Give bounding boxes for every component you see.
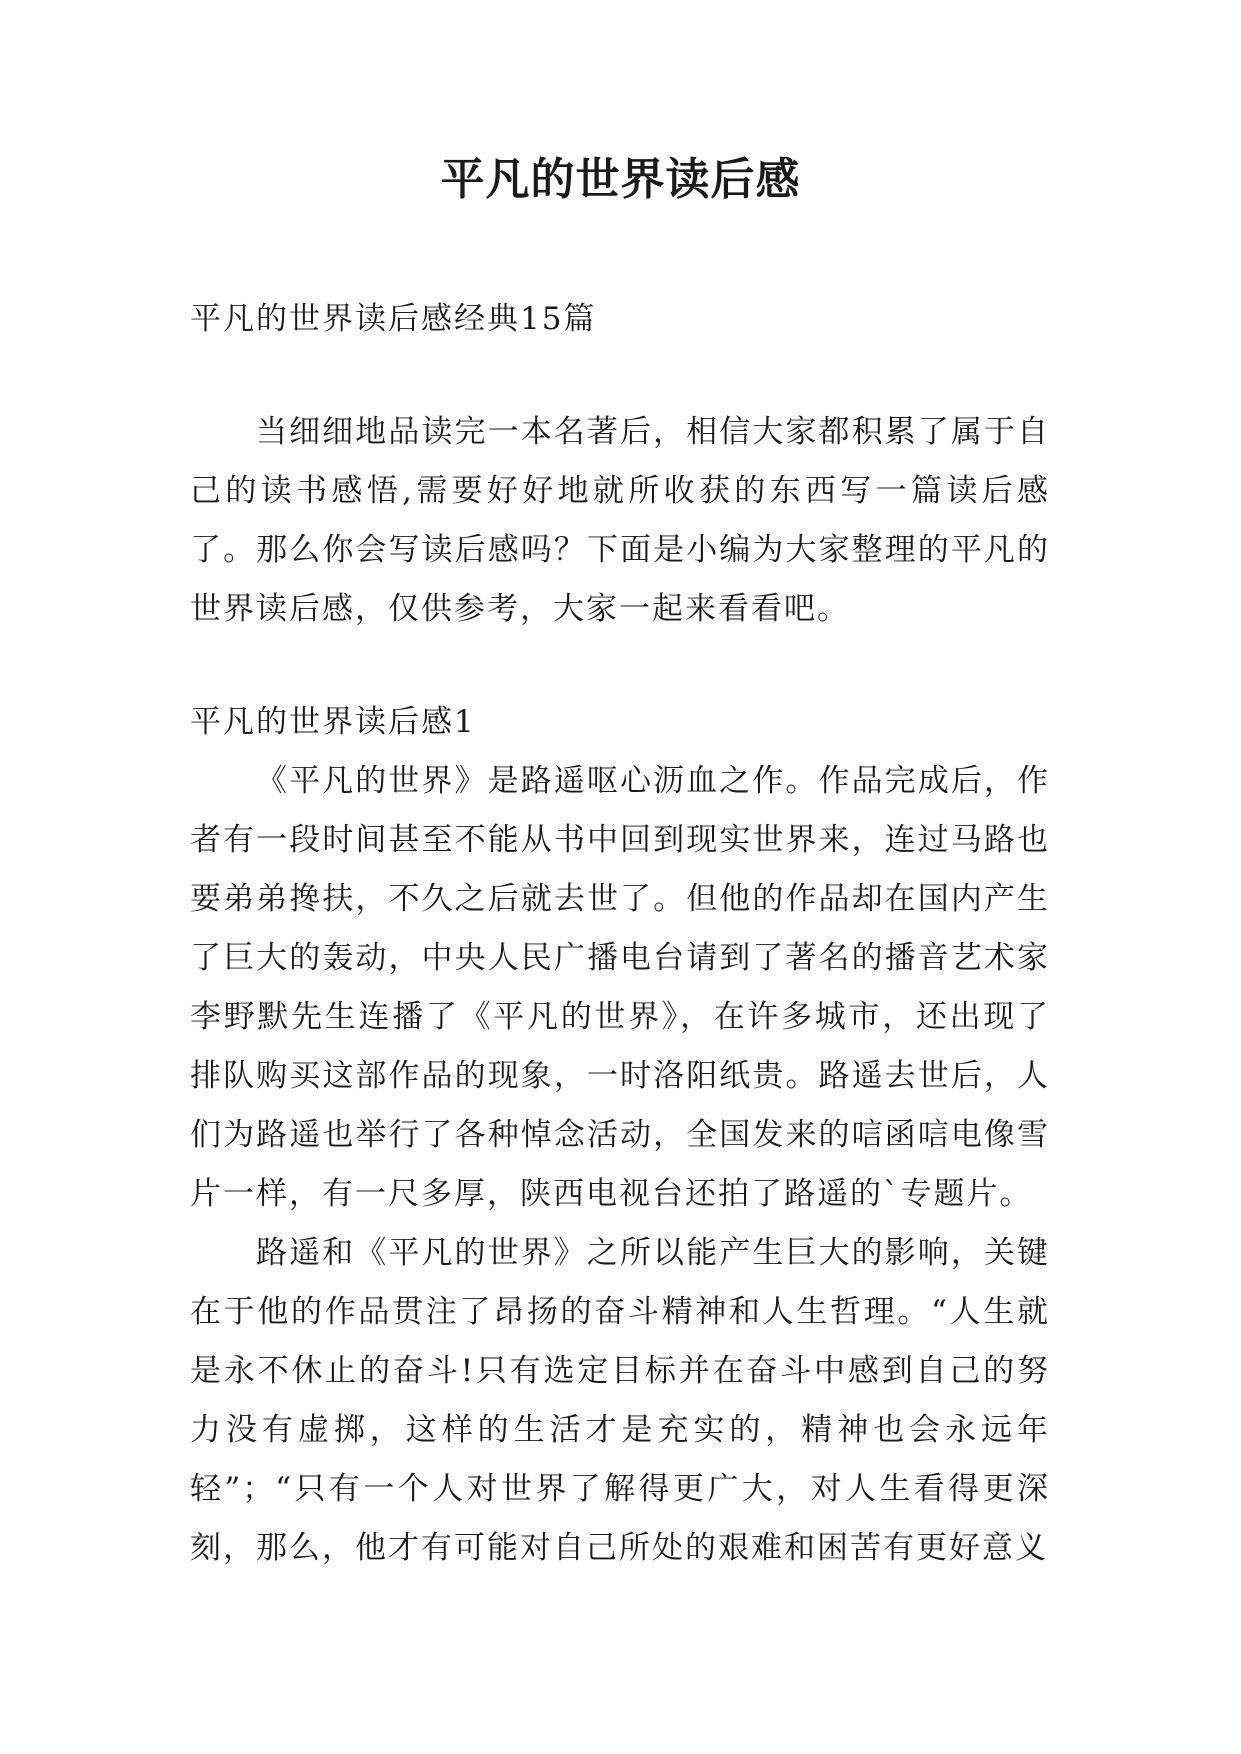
body-paragraph-1: 《平凡的世界》是路遥呕心沥血之作。作品完成后，作者有一段时间甚至不能从书中回到现实世界来，连过马路也要弟弟搀扶，不久之后就去世了。但他的作品却在国内产生了巨大的轰动，中央人民广播电台请到了著名的播音艺术家李野默先生连播了《平凡的世界》，在许多城市，还出现了排队购买这部作品的现象，一时洛阳纸贵。路遥去世后，人们为路遥也举行了各种悼念活动，全国发来的唁函唁电像雪片一样，有一尺多厚，陕西电视台还拍了路遥的`专题片。	[190, 763, 1050, 1212]
document-subtitle: 平凡的世界读后感经典15篇	[190, 301, 597, 337]
section-heading: 平凡的世界读后感1	[190, 704, 476, 740]
document-title: 平凡的世界读后感	[440, 154, 801, 205]
body-paragraph-2: 路遥和《平凡的世界》之所以能产生巨大的影响，关键在于他的作品贯注了昂扬的奋斗精神和人生哲理。“人生就是永不休止的奋斗!只有选定目标并在奋斗中感到自己的努力没有虚掷，这样的生活才是充实的，精神也会永远年轻”；“只有一个人对世界了解得更广大，对人生看得更深刻，那么，他才有可能对自己所处的艰难和困苦有更好意义	[190, 1235, 1050, 1566]
intro-paragraph: 当细细地品读完一本名著后，相信大家都积累了属于自己的读书感悟,需要好好地就所收获的东西写一篇读后感了。那么你会写读后感吗？下面是小编为大家整理的平凡的世界读后感，仅供参考，大家一起来看看吧。	[190, 414, 1050, 627]
